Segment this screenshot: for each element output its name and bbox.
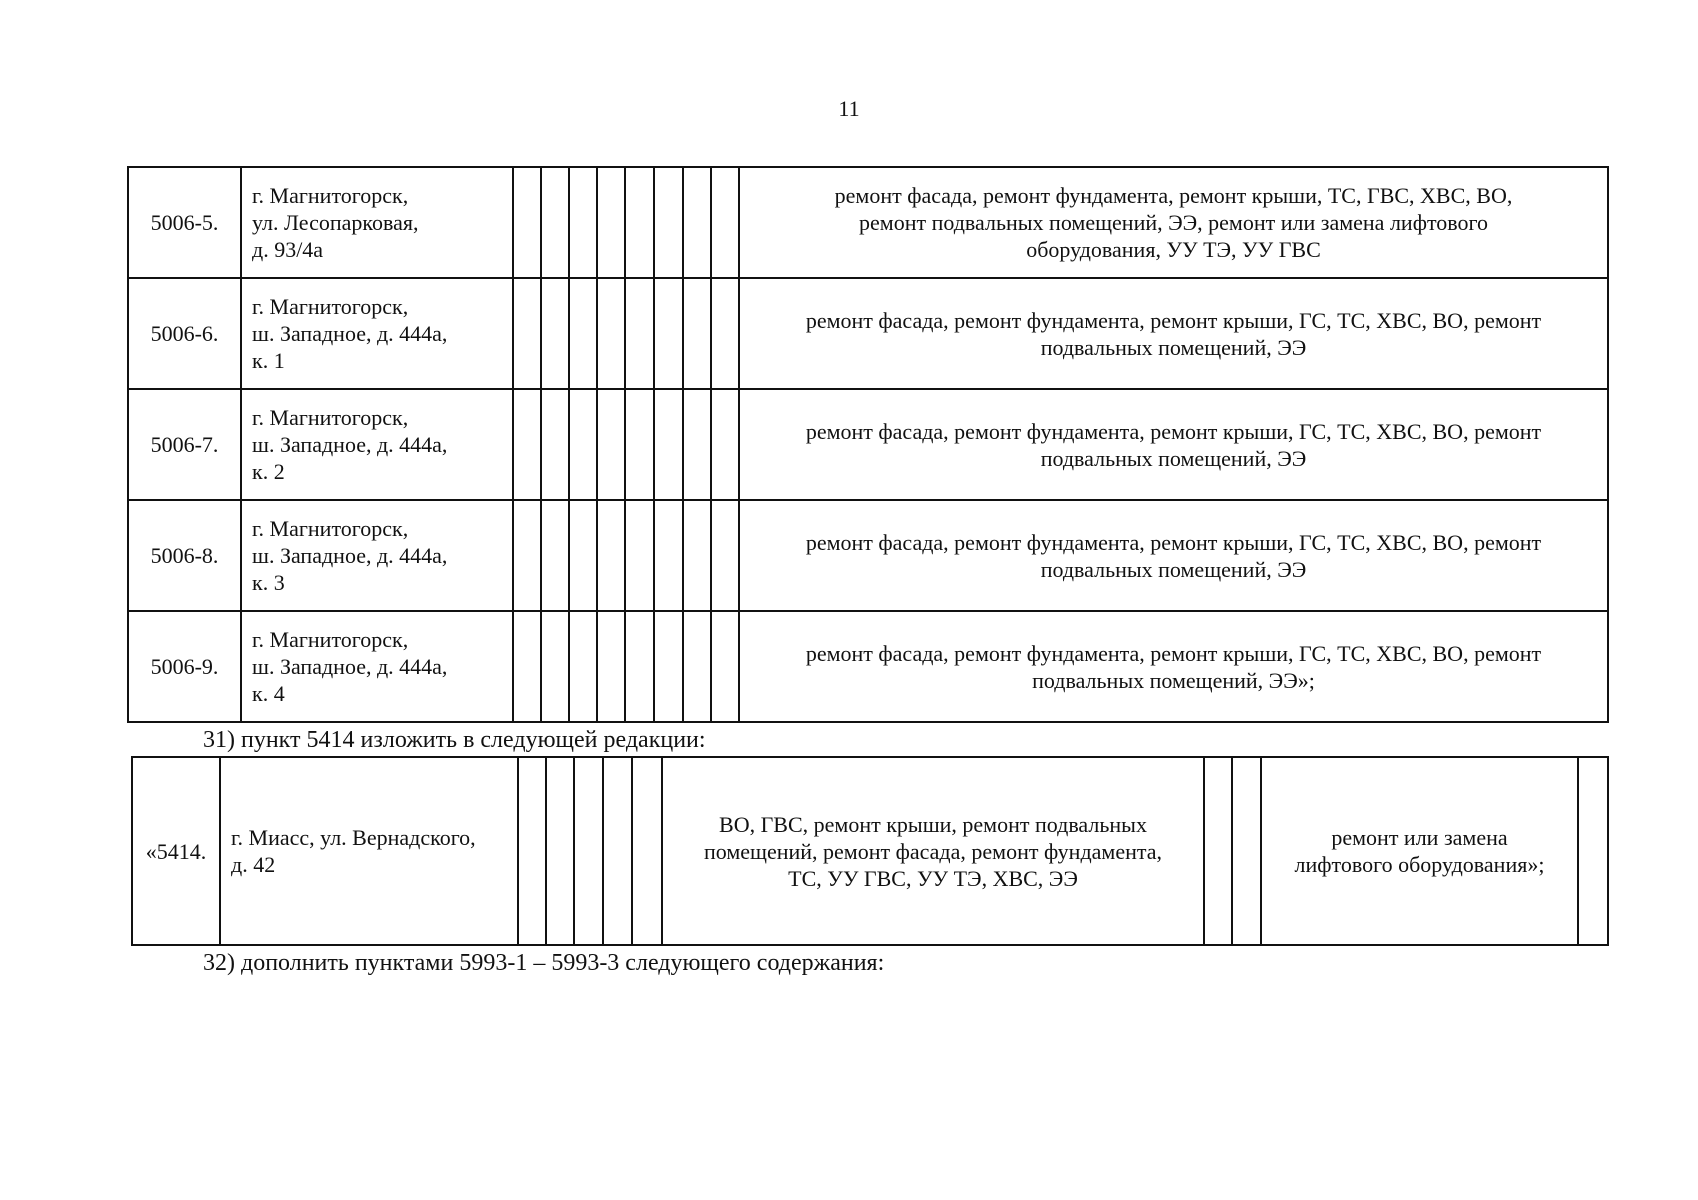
row-works	[662, 757, 1204, 945]
empty-cell	[654, 611, 683, 722]
empty-cell	[711, 278, 739, 389]
table-row	[128, 611, 1608, 722]
empty-cell	[625, 389, 654, 500]
empty-cell	[541, 500, 569, 611]
empty-cell	[683, 278, 711, 389]
address-line: д. 42	[231, 852, 276, 877]
empty-cell	[513, 278, 541, 389]
row-works	[739, 389, 1608, 500]
address-line: ш. Западное, д. 444а,	[252, 543, 448, 568]
paragraph-item-32: 32) дополнить пунктами 5993-1 – 5993-3 следующего содержания:	[203, 950, 885, 976]
works-line: помещений, ремонт фасада, ремонт фундамента,	[703, 838, 1163, 864]
empty-cell	[569, 278, 597, 389]
empty-cell	[711, 500, 739, 611]
address-line: ш. Западное, д. 444а,	[252, 321, 448, 346]
address-line: к. 4	[252, 681, 285, 706]
address-line: д. 93/4а	[252, 237, 324, 262]
empty-cell	[513, 389, 541, 500]
empty-cell	[711, 611, 739, 722]
empty-cell	[518, 757, 546, 945]
empty-cell	[569, 500, 597, 611]
row-address	[220, 757, 518, 945]
address-line: г. Миасс, ул. Вернадского,	[231, 825, 476, 850]
works-line: ремонт фасада, ремонт фундамента, ремонт крыши, ГС, ТС, ХВС, ВО, ремонт	[805, 418, 1542, 444]
table-row	[132, 757, 1608, 945]
empty-cell	[574, 757, 603, 945]
works-line: подвальных помещений, ЭЭ	[1040, 334, 1307, 360]
item-5414-table	[131, 756, 1609, 946]
row-number: «5414.	[132, 757, 220, 945]
empty-cell	[654, 500, 683, 611]
address-line: г. Магнитогорск,	[252, 627, 409, 652]
empty-cell	[683, 389, 711, 500]
works-line: ТС, УУ ГВС, УУ ТЭ, ХВС, ЭЭ	[788, 865, 1078, 891]
empty-cell	[632, 757, 662, 945]
address-line: к. 1	[252, 348, 285, 373]
row-address	[241, 167, 513, 278]
works-line: ремонт фасада, ремонт фундамента, ремонт крыши, ГС, ТС, ХВС, ВО, ремонт	[805, 640, 1542, 666]
works-line: ВО, ГВС, ремонт крыши, ремонт подвальных	[719, 811, 1147, 837]
paragraph-item-31: 31) пункт 5414 изложить в следующей редакции:	[203, 727, 706, 753]
empty-cell	[569, 167, 597, 278]
empty-cell	[654, 278, 683, 389]
row-address	[241, 500, 513, 611]
address-line: к. 2	[252, 459, 285, 484]
works-line: лифтового оборудования»;	[1294, 852, 1545, 877]
empty-cell	[569, 611, 597, 722]
empty-cell	[569, 389, 597, 500]
works-line: ремонт фасада, ремонт фундамента, ремонт крыши, ГС, ТС, ХВС, ВО, ремонт	[805, 307, 1542, 333]
empty-cell	[654, 389, 683, 500]
empty-cell	[1204, 757, 1232, 945]
works-line: подвальных помещений, ЭЭ	[1040, 556, 1307, 582]
row-address	[241, 278, 513, 389]
table-row	[128, 389, 1608, 500]
address-line: г. Магнитогорск,	[252, 405, 409, 430]
empty-cell	[541, 389, 569, 500]
empty-cell	[597, 278, 625, 389]
empty-cell	[597, 389, 625, 500]
row-address	[241, 611, 513, 722]
empty-cell	[1578, 757, 1608, 945]
empty-cell	[654, 167, 683, 278]
empty-cell	[541, 611, 569, 722]
works-line: ремонт или замена	[1331, 825, 1508, 850]
address-line: ул. Лесопарковая,	[252, 210, 419, 235]
empty-cell	[625, 500, 654, 611]
empty-cell	[603, 757, 632, 945]
table-row	[128, 278, 1608, 389]
row-number: 5006-7.	[128, 389, 241, 500]
row-address	[241, 389, 513, 500]
empty-cell	[711, 167, 739, 278]
row-number: 5006-6.	[128, 278, 241, 389]
row-number: 5006-9.	[128, 611, 241, 722]
address-line: г. Магнитогорск,	[252, 183, 409, 208]
row-works	[739, 167, 1608, 278]
empty-cell	[683, 611, 711, 722]
empty-cell	[1232, 757, 1261, 945]
empty-cell	[625, 278, 654, 389]
empty-cell	[597, 611, 625, 722]
works-line: ремонт фасада, ремонт фундамента, ремонт крыши, ТС, ГВС, ХВС, ВО,	[834, 183, 1513, 208]
row-works	[739, 611, 1608, 722]
empty-cell	[625, 167, 654, 278]
row-lift-works	[1261, 757, 1578, 945]
empty-cell	[683, 167, 711, 278]
row-works	[739, 278, 1608, 389]
row-works	[739, 500, 1608, 611]
works-line: ремонт подвальных помещений, ЭЭ, ремонт или замена лифтового	[859, 210, 1488, 235]
works-line: оборудования, УУ ТЭ, УУ ГВС	[1026, 237, 1321, 262]
empty-cell	[513, 167, 541, 278]
address-line: к. 3	[252, 570, 285, 595]
address-line: ш. Западное, д. 444а,	[252, 654, 448, 679]
empty-cell	[546, 757, 574, 945]
empty-cell	[597, 167, 625, 278]
works-line: подвальных помещений, ЭЭ	[1040, 445, 1307, 471]
empty-cell	[711, 389, 739, 500]
empty-cell	[513, 500, 541, 611]
table-row	[128, 500, 1608, 611]
table-row	[128, 167, 1608, 278]
works-line: ремонт фасада, ремонт фундамента, ремонт крыши, ГС, ТС, ХВС, ВО, ремонт	[805, 529, 1542, 555]
address-line: г. Магнитогорск,	[252, 294, 409, 319]
empty-cell	[541, 278, 569, 389]
repair-table	[127, 166, 1609, 723]
empty-cell	[513, 611, 541, 722]
works-line: подвальных помещений, ЭЭ»;	[1032, 667, 1315, 693]
address-line: ш. Западное, д. 444а,	[252, 432, 448, 457]
row-number: 5006-5.	[128, 167, 241, 278]
page-number: 11	[838, 96, 860, 121]
empty-cell	[683, 500, 711, 611]
empty-cell	[597, 500, 625, 611]
empty-cell	[625, 611, 654, 722]
row-number: 5006-8.	[128, 500, 241, 611]
address-line: г. Магнитогорск,	[252, 516, 409, 541]
empty-cell	[541, 167, 569, 278]
